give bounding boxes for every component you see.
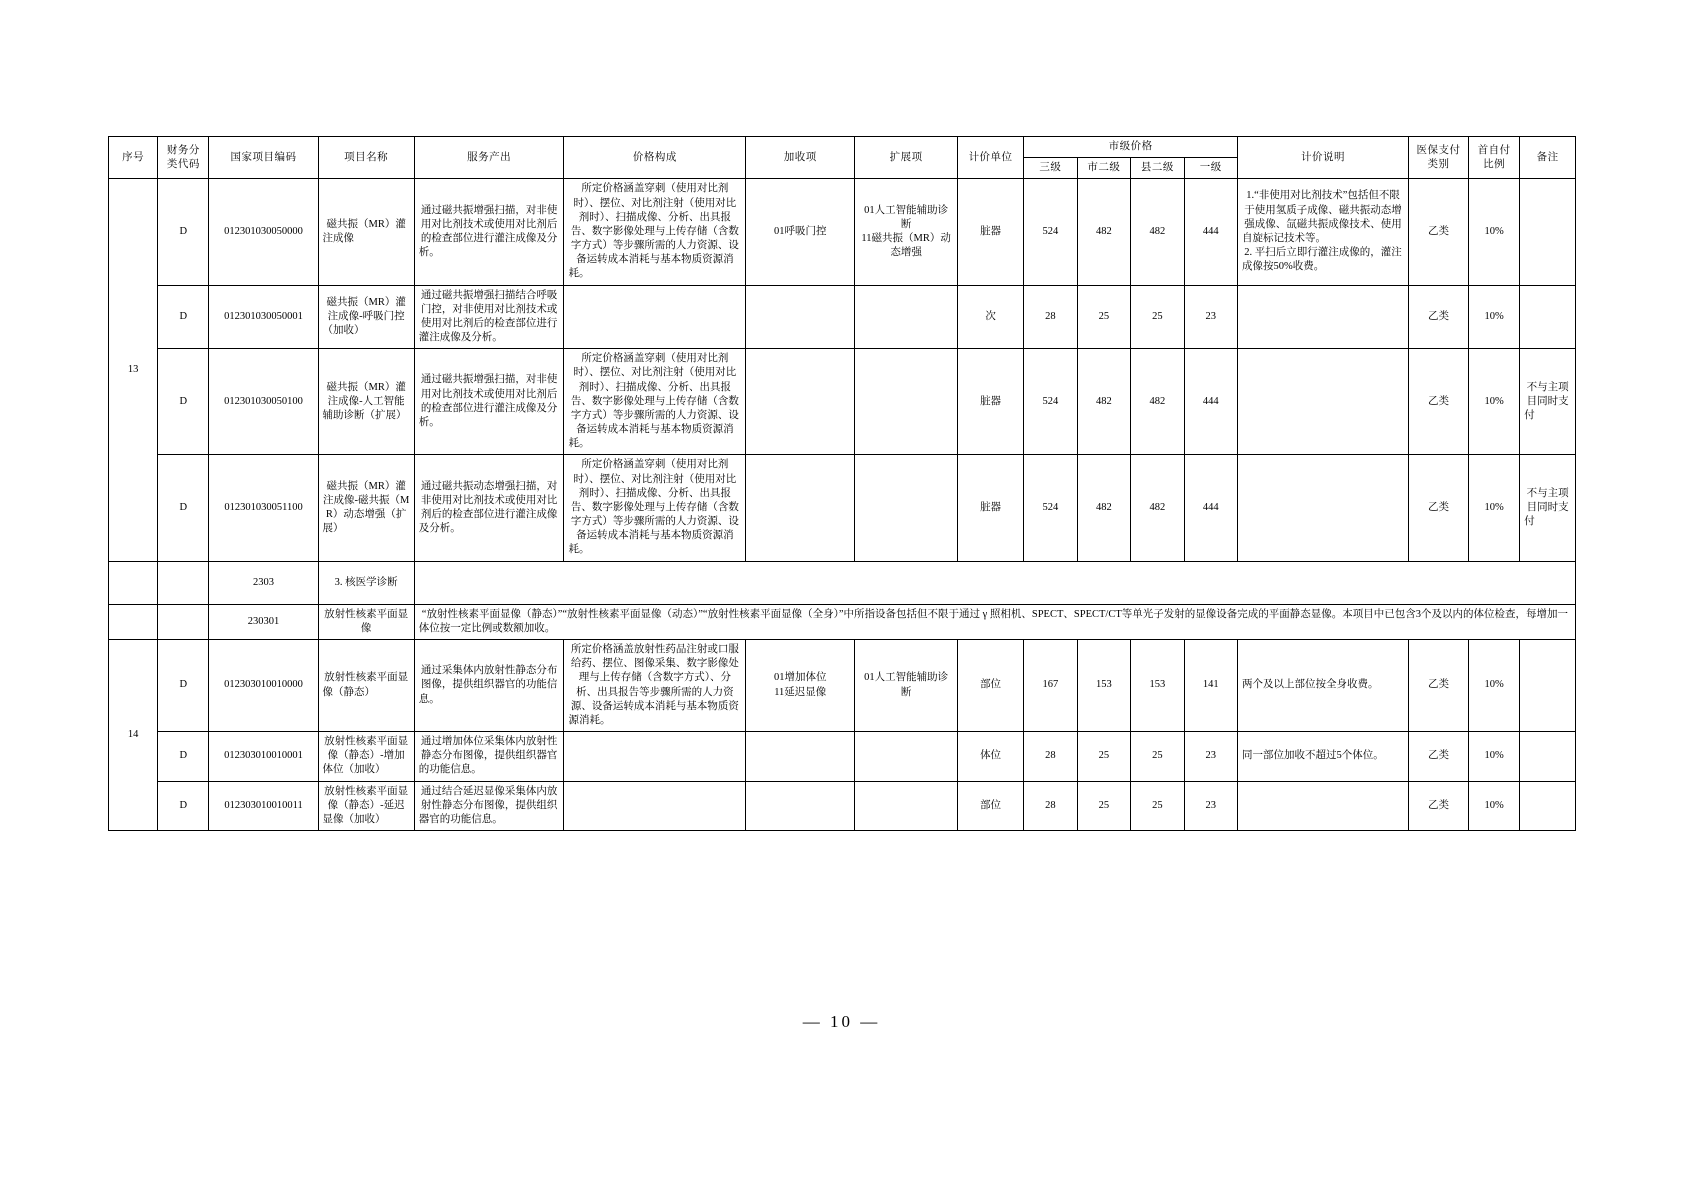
cell-item-name: 放射性核素平面显像（静态）-增加体位（加收）	[318, 732, 414, 782]
header-level-city-2: 市二级	[1077, 158, 1130, 179]
cell-self-pay-ratio: 10%	[1468, 732, 1519, 782]
cell-surcharge: 01增加体位 11延迟显像	[746, 639, 855, 731]
cell-surcharge	[746, 349, 855, 455]
cell-national-code: 012301030050001	[209, 285, 318, 349]
header-remark: 备注	[1520, 137, 1576, 179]
header-surcharge: 加收项	[746, 137, 855, 179]
cell-unit: 脏器	[957, 455, 1023, 561]
cell-remark	[1520, 285, 1576, 349]
cell-extension	[855, 732, 958, 782]
cell-surcharge	[746, 781, 855, 831]
section-row	[109, 561, 1576, 604]
header-item-name: 项目名称	[318, 137, 414, 179]
cell-level-1: 23	[1184, 781, 1237, 831]
cell-price-composition	[564, 732, 746, 782]
header-fin-code: 财务分类代码	[158, 137, 209, 179]
page-number: — 10 —	[802, 1012, 881, 1031]
cell-fin-code: D	[158, 179, 209, 285]
cell-surcharge: 01呼吸门控	[746, 179, 855, 285]
cell-national-code: 012301030051100	[209, 455, 318, 561]
cell-level-city-2: 482	[1077, 349, 1130, 455]
header-unit: 计价单位	[957, 137, 1023, 179]
header-price-composition: 价格构成	[564, 137, 746, 179]
cell-level-county-2: 25	[1131, 732, 1184, 782]
header-seq: 序号	[109, 137, 158, 179]
cell-service-output: 通过结合延迟显像采集体内放射性静态分布图像，提供组织器官的功能信息。	[414, 781, 564, 831]
cell-group-note-text: “放射性核素平面显像（静态）”“放射性核素平面显像（动态）”“放射性核素平面显像（全身）”中所指设备包括但不限于通过 γ 照相机、SPECT、SPECT/CT等单光子发射的显像设备完成的平面静态显像。本项目中已包含3个及以内的体位检查，每增加一体位按一定比例或数额加收。	[414, 604, 1575, 639]
cell-level-county-2: 153	[1131, 639, 1184, 731]
cell-insurance-type: 乙类	[1409, 732, 1469, 782]
cell-price-composition: 所定价格涵盖放射性药品注射或口服给药、摆位、图像采集、数字影像处理与上传存储（含数字方式）、分析、出具报告等步骤所需的人力资源、设备运转成本消耗与基本物质资源消耗。	[564, 639, 746, 731]
cell-remark	[1520, 732, 1576, 782]
cell-unit: 部位	[957, 639, 1023, 731]
cell-level-county-2: 482	[1131, 179, 1184, 285]
cell-self-pay-ratio: 10%	[1468, 455, 1519, 561]
cell-level-3: 28	[1024, 781, 1077, 831]
cell-unit: 次	[957, 285, 1023, 349]
header-level-county-2: 县二级	[1131, 158, 1184, 179]
cell-item-name: 放射性核素平面显像（静态）	[318, 639, 414, 731]
cell-extension	[855, 285, 958, 349]
header-level-3: 三级	[1024, 158, 1077, 179]
cell-group-code: 230301	[209, 604, 318, 639]
cell-insurance-type: 乙类	[1409, 781, 1469, 831]
cell-level-3: 524	[1024, 455, 1077, 561]
cell-extension: 01人工智能辅助诊断 11磁共振（MR）动态增强	[855, 179, 958, 285]
table-body	[109, 179, 1576, 831]
cell-item-name: 磁共振（MR）灌注成像-呼吸门控（加收）	[318, 285, 414, 349]
cell-fin-code: D	[158, 349, 209, 455]
cell-remark: 不与主项目同时支付	[1520, 455, 1576, 561]
cell-seq	[109, 604, 158, 639]
table-row	[109, 639, 1576, 731]
cell-section-blank	[414, 561, 1575, 604]
cell-unit: 脏器	[957, 349, 1023, 455]
cell-insurance-type: 乙类	[1409, 349, 1469, 455]
cell-unit: 体位	[957, 732, 1023, 782]
cell-price-composition	[564, 781, 746, 831]
header-national-code: 国家项目编码	[209, 137, 318, 179]
price-table	[108, 136, 1576, 831]
cell-level-county-2: 25	[1131, 285, 1184, 349]
cell-section-code: 2303	[209, 561, 318, 604]
cell-surcharge	[746, 285, 855, 349]
cell-level-1: 23	[1184, 285, 1237, 349]
cell-seq: 13	[109, 179, 158, 561]
cell-service-output: 通过增加体位采集体内放射性静态分布图像，提供组织器官的功能信息。	[414, 732, 564, 782]
cell-level-city-2: 25	[1077, 732, 1130, 782]
cell-level-county-2: 482	[1131, 455, 1184, 561]
cell-level-3: 167	[1024, 639, 1077, 731]
cell-surcharge	[746, 732, 855, 782]
cell-group-name: 放射性核素平面显像	[318, 604, 414, 639]
cell-price-note	[1238, 455, 1409, 561]
cell-national-code: 012301030050000	[209, 179, 318, 285]
cell-service-output: 通过磁共振增强扫描结合呼吸门控，对非使用对比剂技术或使用对比剂后的检查部位进行灌注成像及分析。	[414, 285, 564, 349]
cell-level-city-2: 482	[1077, 455, 1130, 561]
cell-national-code: 012303010010011	[209, 781, 318, 831]
cell-level-city-2: 482	[1077, 179, 1130, 285]
cell-extension	[855, 781, 958, 831]
cell-remark	[1520, 179, 1576, 285]
cell-level-county-2: 482	[1131, 349, 1184, 455]
cell-price-note: 两个及以上部位按全身收费。	[1238, 639, 1409, 731]
cell-fin-code	[158, 604, 209, 639]
table-row	[109, 179, 1576, 285]
cell-level-city-2: 25	[1077, 285, 1130, 349]
cell-level-1: 444	[1184, 179, 1237, 285]
header-self-pay-ratio: 首自付比例	[1468, 137, 1519, 179]
cell-extension: 01人工智能辅助诊断	[855, 639, 958, 731]
cell-service-output: 通过磁共振动态增强扫描，对非使用对比剂技术或使用对比剂后的检查部位进行灌注成像及分析。	[414, 455, 564, 561]
cell-level-1: 141	[1184, 639, 1237, 731]
cell-remark: 不与主项目同时支付	[1520, 349, 1576, 455]
cell-fin-code	[158, 561, 209, 604]
cell-self-pay-ratio: 10%	[1468, 639, 1519, 731]
cell-item-name: 磁共振（MR）灌注成像-磁共振（MR）动态增强（扩展）	[318, 455, 414, 561]
header-level-1: 一级	[1184, 158, 1237, 179]
cell-price-composition: 所定价格涵盖穿刺（使用对比剂时）、摆位、对比剂注射（使用对比剂时）、扫描成像、分析、出具报告、数字影像处理与上传存储（含数字方式）等步骤所需的人力资源、设备运转成本消耗与基本物质资源消耗。	[564, 455, 746, 561]
cell-level-3: 524	[1024, 349, 1077, 455]
cell-level-3: 524	[1024, 179, 1077, 285]
cell-level-county-2: 25	[1131, 781, 1184, 831]
cell-insurance-type: 乙类	[1409, 285, 1469, 349]
cell-unit: 脏器	[957, 179, 1023, 285]
cell-remark	[1520, 781, 1576, 831]
cell-self-pay-ratio: 10%	[1468, 781, 1519, 831]
cell-price-composition: 所定价格涵盖穿刺（使用对比剂时）、摆位、对比剂注射（使用对比剂时）、扫描成像、分析、出具报告、数字影像处理与上传存储（含数字方式）等步骤所需的人力资源、设备运转成本消耗与基本物质资源消耗。	[564, 349, 746, 455]
cell-fin-code: D	[158, 639, 209, 731]
cell-insurance-type: 乙类	[1409, 639, 1469, 731]
cell-national-code: 012301030050100	[209, 349, 318, 455]
header-price-note: 计价说明	[1238, 137, 1409, 179]
cell-section-title: 3. 核医学诊断	[318, 561, 414, 604]
cell-price-note	[1238, 349, 1409, 455]
cell-service-output: 通过磁共振增强扫描，对非使用对比剂技术或使用对比剂后的检查部位进行灌注成像及分析。	[414, 349, 564, 455]
cell-price-note: 同一部位加收不超过5个体位。	[1238, 732, 1409, 782]
cell-remark	[1520, 639, 1576, 731]
header-city-price-group: 市级价格	[1024, 137, 1238, 158]
cell-level-1: 23	[1184, 732, 1237, 782]
table-row	[109, 732, 1576, 782]
cell-level-1: 444	[1184, 349, 1237, 455]
cell-price-note	[1238, 285, 1409, 349]
cell-fin-code: D	[158, 285, 209, 349]
table-row	[109, 781, 1576, 831]
cell-service-output: 通过磁共振增强扫描，对非使用对比剂技术或使用对比剂后的检查部位进行灌注成像及分析。	[414, 179, 564, 285]
cell-national-code: 012303010010001	[209, 732, 318, 782]
table-row	[109, 285, 1576, 349]
cell-item-name: 磁共振（MR）灌注成像	[318, 179, 414, 285]
cell-fin-code: D	[158, 732, 209, 782]
cell-self-pay-ratio: 10%	[1468, 349, 1519, 455]
cell-price-composition: 所定价格涵盖穿刺（使用对比剂时）、摆位、对比剂注射（使用对比剂时）、扫描成像、分析、出具报告、数字影像处理与上传存储（含数字方式）等步骤所需的人力资源、设备运转成本消耗与基本物质资源消耗。	[564, 179, 746, 285]
cell-price-note	[1238, 781, 1409, 831]
table-header	[109, 137, 1576, 179]
table-row	[109, 349, 1576, 455]
header-service-output: 服务产出	[414, 137, 564, 179]
cell-seq	[109, 561, 158, 604]
cell-level-city-2: 25	[1077, 781, 1130, 831]
group-note-row	[109, 604, 1576, 639]
cell-extension	[855, 349, 958, 455]
cell-price-note: 1.“非使用对比剂技术”包括但不限于使用氢质子成像、磁共振动态增强成像、氙磁共振成像技术、使用自旋标记技术等。 2. 平扫后立即行灌注成像的，灌注成像按50%收费。	[1238, 179, 1409, 285]
cell-fin-code: D	[158, 781, 209, 831]
cell-national-code: 012303010010000	[209, 639, 318, 731]
cell-surcharge	[746, 455, 855, 561]
cell-level-3: 28	[1024, 732, 1077, 782]
cell-insurance-type: 乙类	[1409, 455, 1469, 561]
cell-level-1: 444	[1184, 455, 1237, 561]
cell-fin-code: D	[158, 455, 209, 561]
cell-service-output: 通过采集体内放射性静态分布图像，提供组织器官的功能信息。	[414, 639, 564, 731]
cell-item-name: 放射性核素平面显像（静态）-延迟显像（加收）	[318, 781, 414, 831]
cell-item-name: 磁共振（MR）灌注成像-人工智能辅助诊断（扩展）	[318, 349, 414, 455]
cell-seq: 14	[109, 639, 158, 830]
cell-price-composition	[564, 285, 746, 349]
cell-insurance-type: 乙类	[1409, 179, 1469, 285]
cell-extension	[855, 455, 958, 561]
header-insurance-type: 医保支付类别	[1409, 137, 1469, 179]
cell-level-city-2: 153	[1077, 639, 1130, 731]
cell-self-pay-ratio: 10%	[1468, 285, 1519, 349]
cell-level-3: 28	[1024, 285, 1077, 349]
cell-unit: 部位	[957, 781, 1023, 831]
header-extension: 扩展项	[855, 137, 958, 179]
table-row	[109, 455, 1576, 561]
cell-self-pay-ratio: 10%	[1468, 179, 1519, 285]
